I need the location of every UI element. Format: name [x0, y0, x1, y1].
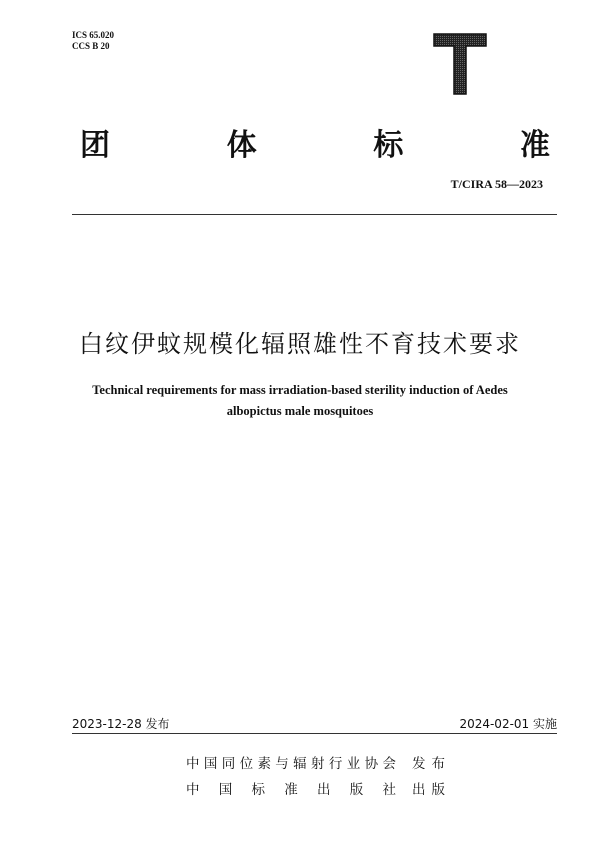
english-title [60, 380, 540, 422]
top-divider [72, 214, 557, 215]
doc-type-char: 准 [519, 128, 550, 163]
effective-date: 2024-02-01 实施 [459, 717, 557, 731]
chinese-title: 白纹伊蚊规模化辐照雄性不育技术要求 [79, 330, 521, 358]
bottom-divider [72, 733, 557, 734]
english-title-line: Technical requirements for mass irradiation-based sterility induction of Aedes [92, 383, 508, 397]
classification-codes [72, 30, 114, 52]
ccs-code: CCS B 20 [72, 41, 110, 51]
svg-text:T: T [460, 70, 461, 71]
doc-type-char: 标 [373, 128, 404, 163]
document-type-title [80, 120, 550, 164]
standard-number: T/CIRA 58—2023 [450, 177, 543, 191]
english-title-line: albopictus male mosquitoes [226, 404, 374, 418]
publisher-role: 出版 [412, 782, 451, 798]
ics-code: ICS 65.020 [72, 30, 115, 40]
publisher-row [0, 778, 600, 798]
doc-type-char: 体 [226, 128, 257, 163]
publisher-organization: 中 国 标 准 出 版 社 [186, 782, 396, 798]
publisher-organization: 中 国 同 位 素 与 辐 射 行 业 协 会 [186, 756, 396, 772]
publisher-role: 发布 [412, 756, 451, 772]
standard-letter-t-logo [432, 30, 488, 96]
date-row [72, 715, 557, 732]
release-date: 2023-12-28 发布 [72, 717, 170, 731]
publisher-row [0, 752, 600, 772]
doc-type-char: 团 [80, 128, 110, 163]
